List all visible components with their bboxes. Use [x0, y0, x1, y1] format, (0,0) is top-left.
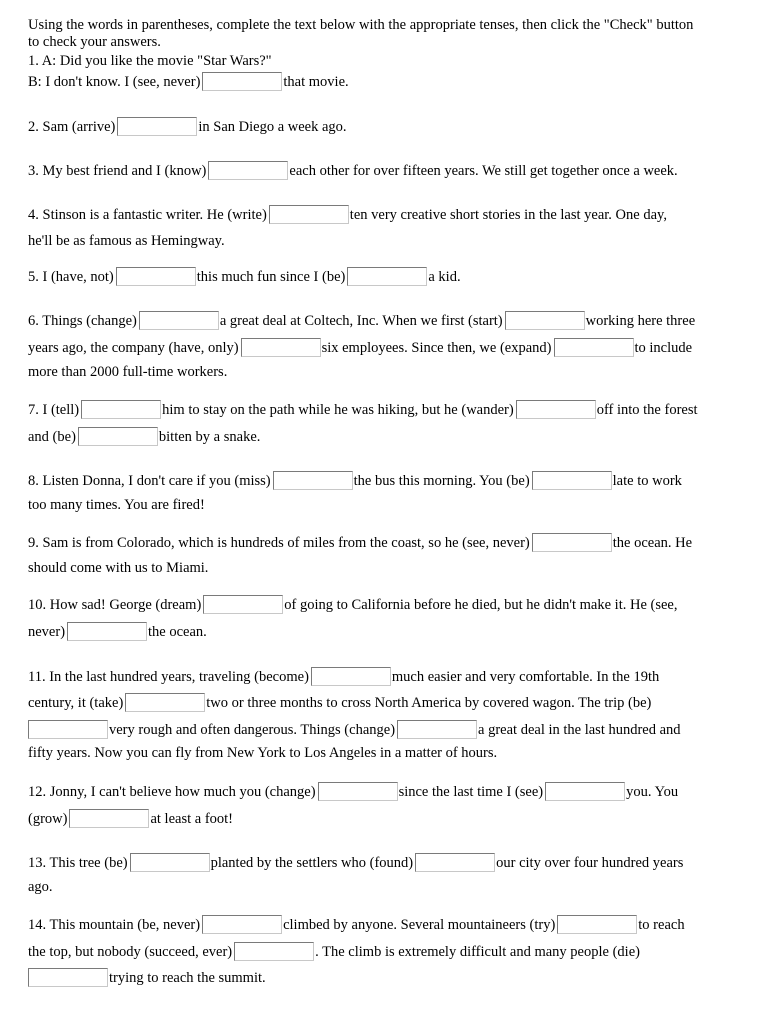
q8-line-1 — [28, 471, 682, 490]
q7-text: off into the forest — [596, 402, 698, 418]
q6-line-1 — [28, 311, 695, 330]
q10-answer-2-input[interactable] — [67, 622, 147, 641]
q14-text: to reach — [638, 917, 685, 933]
q6-text: to include — [634, 340, 693, 356]
q6-text: working here three — [585, 313, 696, 329]
q5-answer-1-input[interactable] — [116, 267, 196, 286]
q12-text: (grow) — [28, 811, 68, 827]
q8-line-2: too many times. You are fired! — [28, 497, 205, 513]
q7-answer-2-input[interactable] — [516, 400, 596, 419]
q1-text: B: I don't know. I (see, never) — [28, 74, 201, 90]
instructions-line-1: Using the words in parentheses, complete the text below with the appropriate tenses, then click the "Check" button — [28, 17, 694, 33]
q2-text: 2. Sam (arrive) — [28, 119, 116, 135]
q2-line — [28, 117, 347, 136]
q5-line — [28, 267, 461, 286]
q1-text: that movie. — [283, 74, 349, 90]
q7-text: and (be) — [28, 429, 76, 445]
q13-text: 13. This tree (be) — [28, 855, 128, 871]
q7-line-1 — [28, 400, 698, 419]
q9-text: the ocean. He — [612, 535, 693, 551]
q5-text: 5. I (have, not) — [28, 269, 114, 285]
q11-answer-2-input[interactable] — [125, 693, 205, 712]
q12-answer-2-input[interactable] — [545, 782, 625, 801]
q14-text: trying to reach the summit. — [109, 970, 266, 986]
q1-answer-input[interactable] — [202, 72, 282, 91]
q2-text: in San Diego a week ago. — [198, 119, 347, 135]
q8-text: the bus this morning. You (be) — [353, 473, 530, 489]
q11-line-4: fifty years. Now you can fly from New York to Los Angeles in a matter of hours. — [28, 745, 498, 761]
q13-line-1 — [28, 853, 683, 872]
q11-text: very rough and often dangerous. Things (change) — [109, 722, 396, 738]
q9-line-1 — [28, 533, 692, 552]
q10-text: of going to California before he died, but he didn't make it. He (see, — [284, 597, 678, 613]
q13-line-2: ago. — [28, 879, 53, 895]
q10-text: the ocean. — [148, 624, 207, 640]
q11-line-1 — [28, 667, 659, 686]
q7-text: 7. I (tell) — [28, 402, 80, 418]
q6-answer-4-input[interactable] — [554, 338, 634, 357]
q14-line-3 — [28, 968, 266, 987]
q14-line-1 — [28, 915, 685, 934]
q6-answer-3-input[interactable] — [241, 338, 321, 357]
q12-text: you. You — [626, 784, 679, 800]
q4-text: 4. Stinson is a fantastic writer. He (write) — [28, 207, 267, 223]
q14-answer-4-input[interactable] — [28, 968, 108, 987]
q12-answer-3-input[interactable] — [69, 809, 149, 828]
q6-line-3: more than 2000 full-time workers. — [28, 364, 228, 380]
q4-line-1 — [28, 205, 667, 224]
instructions-line-2: to check your answers. — [28, 34, 161, 50]
q7-answer-3-input[interactable] — [78, 427, 158, 446]
q7-text: him to stay on the path while he was hiking, but he (wander) — [162, 402, 514, 418]
q1-line-b — [28, 72, 349, 91]
q10-text: 10. How sad! George (dream) — [28, 597, 202, 613]
q11-answer-4-input[interactable] — [397, 720, 477, 739]
q14-answer-3-input[interactable] — [234, 942, 314, 961]
q13-answer-1-input[interactable] — [130, 853, 210, 872]
q7-answer-1-input[interactable] — [81, 400, 161, 419]
q14-text: the top, but nobody (succeed, ever) — [28, 944, 233, 960]
q3-text: 3. My best friend and I (know) — [28, 163, 207, 179]
q13-answer-2-input[interactable] — [415, 853, 495, 872]
q11-text: century, it (take) — [28, 695, 124, 711]
q14-text: 14. This mountain (be, never) — [28, 917, 201, 933]
q12-line-1 — [28, 782, 678, 801]
q2-answer-input[interactable] — [117, 117, 197, 136]
q8-answer-1-input[interactable] — [273, 471, 353, 490]
q10-line-2 — [28, 622, 207, 641]
q9-answer-input[interactable] — [532, 533, 612, 552]
q6-answer-2-input[interactable] — [505, 311, 585, 330]
q10-text: never) — [28, 624, 66, 640]
q6-text: six employees. Since then, we (expand) — [321, 340, 552, 356]
q12-text: at least a foot! — [150, 811, 234, 827]
q11-text: much easier and very comfortable. In the 19th — [391, 669, 660, 685]
q8-text: late to work — [612, 473, 682, 489]
q4-answer-input[interactable] — [269, 205, 349, 224]
q5-text: this much fun since I (be) — [196, 269, 346, 285]
q12-answer-1-input[interactable] — [318, 782, 398, 801]
q11-line-2 — [28, 693, 651, 712]
q12-text: 12. Jonny, I can't believe how much you (change) — [28, 784, 316, 800]
q3-line — [28, 161, 678, 180]
q3-text: each other for over fifteen years. We still get together once a week. — [289, 163, 678, 179]
q4-text: ten very creative short stories in the last year. One day, — [349, 207, 667, 223]
q11-text: 11. In the last hundred years, traveling (become) — [28, 669, 309, 685]
q6-text: years ago, the company (have, only) — [28, 340, 239, 356]
q9-line-2: should come with us to Miami. — [28, 560, 209, 576]
q5-answer-2-input[interactable] — [347, 267, 427, 286]
q4-line-2: he'll be as famous as Hemingway. — [28, 233, 225, 249]
q7-text: bitten by a snake. — [158, 429, 261, 445]
q6-text: 6. Things (change) — [28, 313, 137, 329]
q6-line-2 — [28, 338, 692, 357]
q12-text: since the last time I (see) — [398, 784, 544, 800]
q9-text: 9. Sam is from Colorado, which is hundreds of miles from the coast, so he (see, never) — [28, 535, 530, 551]
q5-text: a kid. — [428, 269, 461, 285]
q14-line-2 — [28, 942, 640, 961]
q12-line-2 — [28, 809, 233, 828]
q6-answer-1-input[interactable] — [139, 311, 219, 330]
q11-answer-3-input[interactable] — [28, 720, 108, 739]
q6-text: a great deal at Coltech, Inc. When we first (start) — [219, 313, 503, 329]
q8-answer-2-input[interactable] — [532, 471, 612, 490]
q1-line-a: 1. A: Did you like the movie "Star Wars?" — [28, 53, 272, 69]
q14-answer-1-input[interactable] — [202, 915, 282, 934]
q3-answer-input[interactable] — [208, 161, 288, 180]
q11-line-3 — [28, 720, 681, 739]
q10-answer-1-input[interactable] — [203, 595, 283, 614]
q14-text: . The climb is extremely difficult and many people (die) — [315, 944, 640, 960]
q13-text: planted by the settlers who (found) — [210, 855, 414, 871]
q11-answer-1-input[interactable] — [311, 667, 391, 686]
q11-text: two or three months to cross North America by covered wagon. The trip (be) — [206, 695, 652, 711]
q7-line-2 — [28, 427, 260, 446]
q13-text: our city over four hundred years — [496, 855, 684, 871]
q14-answer-2-input[interactable] — [557, 915, 637, 934]
q11-text: a great deal in the last hundred and — [478, 722, 681, 738]
q14-text: climbed by anyone. Several mountaineers (try) — [283, 917, 556, 933]
q10-line-1 — [28, 595, 677, 614]
q8-text: 8. Listen Donna, I don't care if you (miss) — [28, 473, 271, 489]
